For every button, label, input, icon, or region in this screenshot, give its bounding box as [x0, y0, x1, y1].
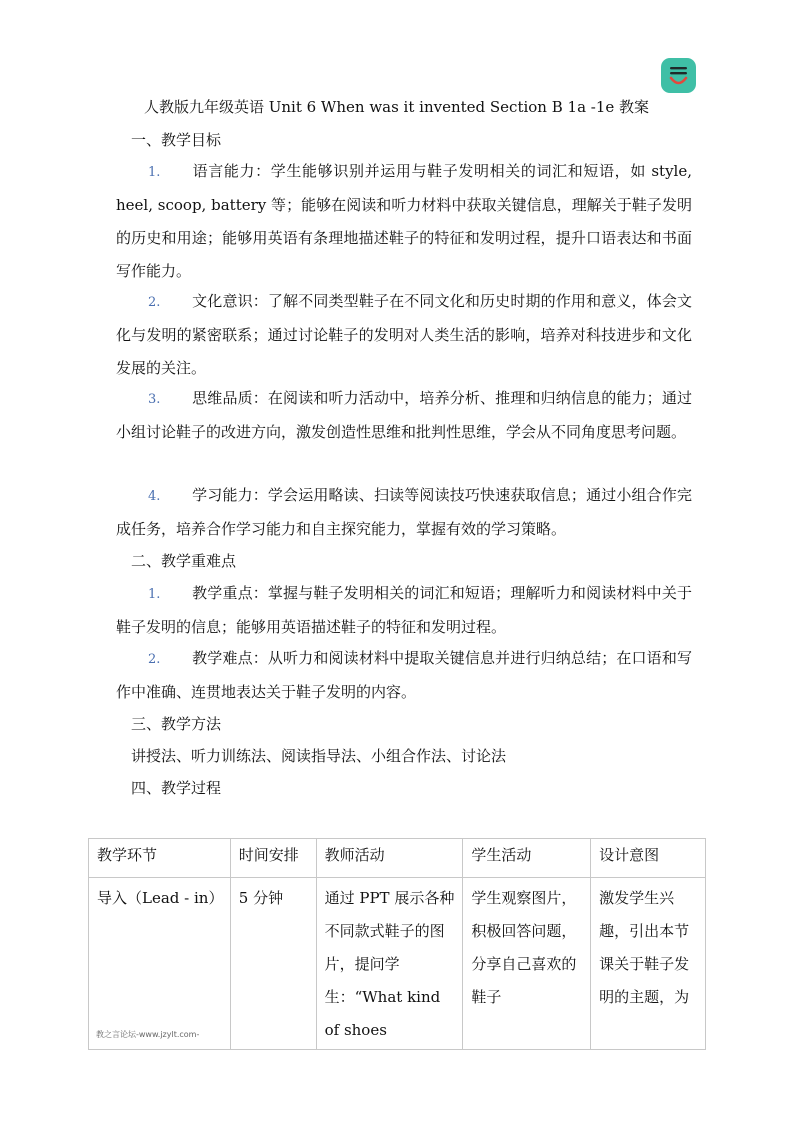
table-cell: 通过 PPT 展示各种不同款式鞋子的图片，提问学生：“What kind of shoes	[316, 878, 463, 1050]
column-header: 教学环节	[89, 839, 231, 878]
page-footer: 教之言论坛-www.jzylt.com-	[96, 1030, 200, 1039]
objective-text: 学习能力：学会运用略读、扫读等阅读技巧快速获取信息；通过小组合作完成任务，培养合作学习能力和自主探究能力，掌握有效的学习策略。	[116, 486, 692, 538]
column-header: 教师活动	[316, 839, 463, 878]
objective-item-3	[116, 382, 692, 449]
teaching-process-table	[88, 838, 706, 1050]
column-header: 学生活动	[463, 839, 591, 878]
key-point-item-2	[116, 642, 692, 709]
key-point-item-1	[116, 577, 692, 644]
key-point-text: 教学重点：掌握与鞋子发明相关的词汇和短语；理解听力和阅读材料中关于鞋子发明的信息；能够用英语描述鞋子的特征和发明过程。	[116, 584, 692, 636]
objective-text: 思维品质：在阅读和听力活动中，培养分析、推理和归纳信息的能力；通过小组讨论鞋子的改进方向，激发创造性思维和批判性思维，学会从不同角度思考问题。	[116, 389, 692, 441]
column-header: 设计意图	[591, 839, 706, 878]
table-row	[89, 878, 706, 1050]
section-heading-objectives: 一、教学目标	[131, 131, 222, 149]
table-cell: 5 分钟	[230, 878, 316, 1050]
section-heading-process: 四、教学过程	[131, 779, 222, 797]
list-number: 4.	[148, 489, 161, 504]
section-heading-methods: 三、教学方法	[131, 715, 222, 733]
document-title: 人教版九年级英语 Unit 6 When was it invented Section B 1a -1e 教案	[143, 98, 650, 116]
list-number: 1.	[148, 165, 161, 180]
app-logo-icon	[661, 58, 696, 93]
list-number: 1.	[148, 587, 161, 602]
list-number: 3.	[148, 392, 161, 407]
list-number: 2.	[148, 652, 161, 667]
table-header-row	[89, 839, 706, 878]
column-header: 时间安排	[230, 839, 316, 878]
objective-text: 文化意识：了解不同类型鞋子在不同文化和历史时期的作用和意义，体会文化与发明的紧密联系；通过讨论鞋子的发明对人类生活的影响，培养对科技进步和文化发展的关注。	[116, 292, 692, 377]
table-cell: 导入（Lead - in）	[89, 878, 231, 1050]
section-heading-key-points: 二、教学重难点	[131, 552, 237, 570]
table-cell: 学生观察图片，积极回答问题，分享自己喜欢的鞋子	[463, 878, 591, 1050]
objective-item-4	[116, 479, 692, 546]
objective-item-2	[116, 285, 692, 385]
table-cell: 激发学生兴趣，引出本节课关于鞋子发明的主题，为	[591, 878, 706, 1050]
list-number: 2.	[148, 295, 161, 310]
methods-text: 讲授法、听力训练法、阅读指导法、小组合作法、讨论法	[131, 747, 507, 765]
objective-text: 语言能力：学生能够识别并运用与鞋子发明相关的词汇和短语，如 style, heel, scoop, battery 等；能够在阅读和听力材料中获取关键信息，理解关于鞋子发明的历史和用途；能够用英语有条理地描述鞋子的特征和发明过程，提升口语表达和书面写作能力。	[116, 162, 692, 280]
key-point-text: 教学难点：从听力和阅读材料中提取关键信息并进行归纳总结；在口语和写作中准确、连贯地表达关于鞋子发明的内容。	[116, 649, 692, 701]
objective-item-1	[116, 155, 692, 288]
